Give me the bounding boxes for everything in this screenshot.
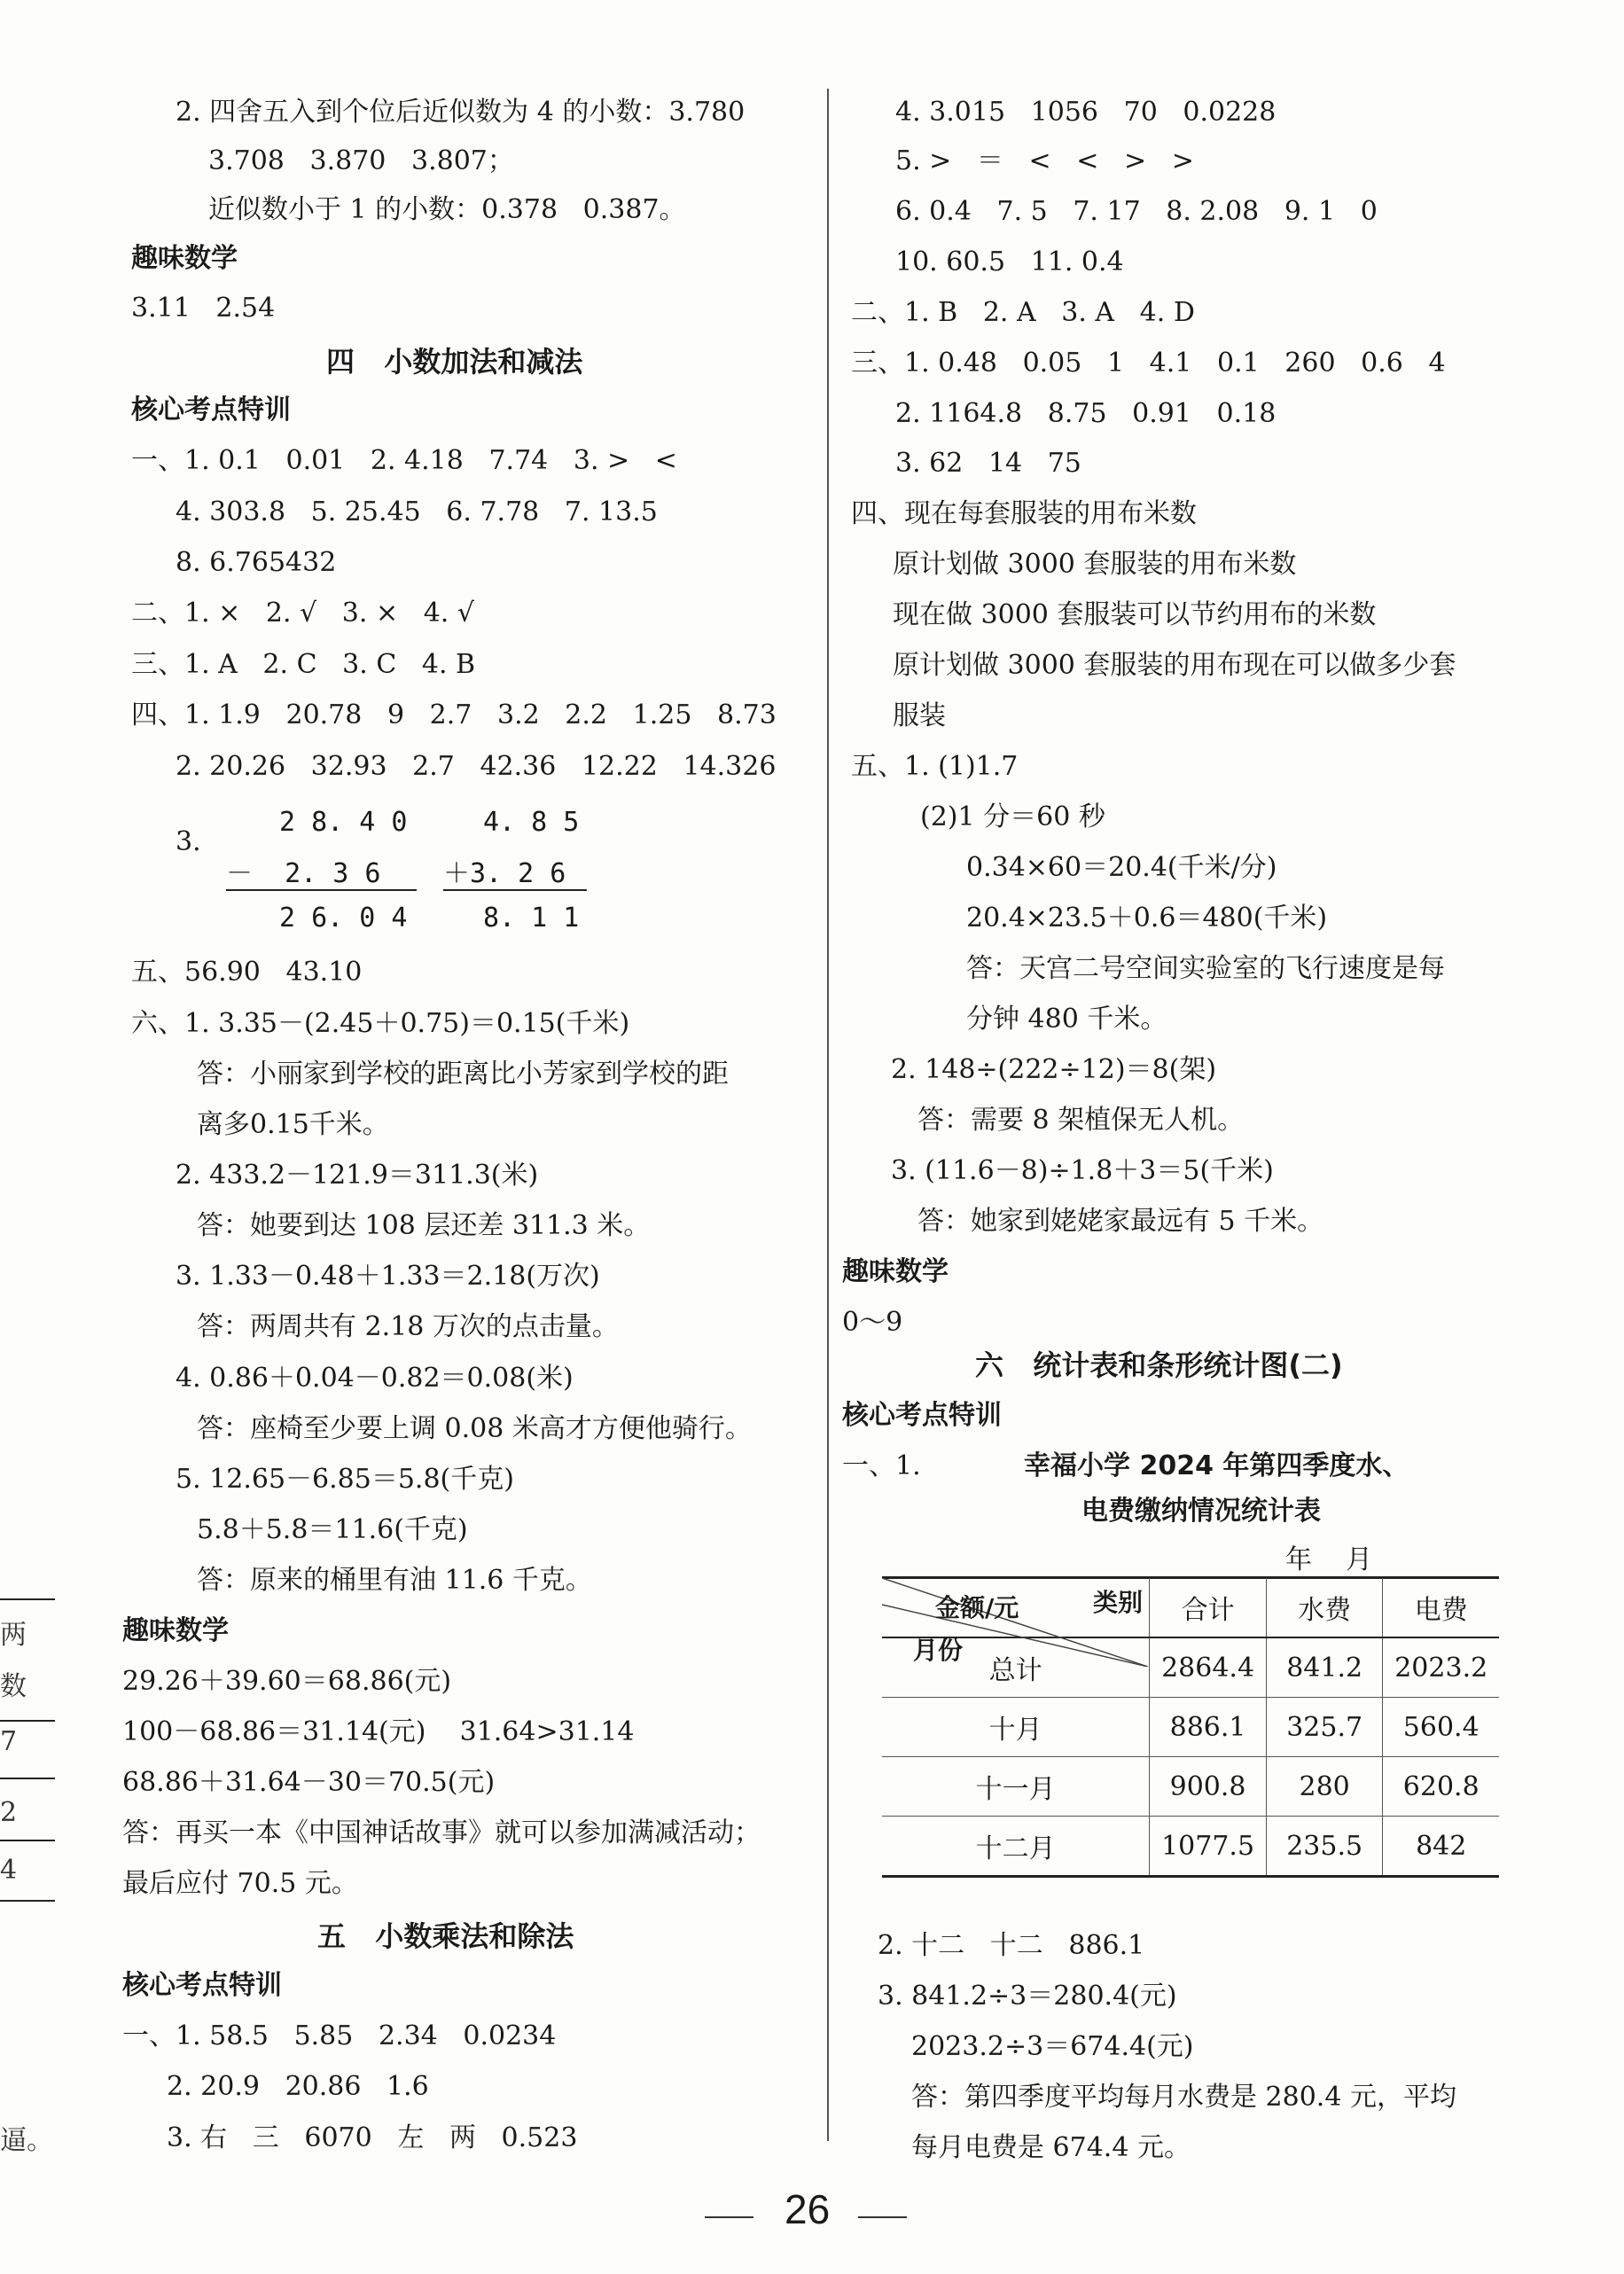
text-line: 答：需要 8 架植保无人机。 bbox=[917, 1105, 1245, 1136]
table-header-cell: 电费 bbox=[1383, 1578, 1499, 1637]
text-line: 三、1. 0.48 0.05 1 4.1 0.1 260 0.6 4 bbox=[851, 348, 1446, 379]
chapter-title: 四 小数加法和减法 bbox=[326, 345, 583, 379]
table-row bbox=[882, 1698, 1499, 1757]
table-cell: 总计 bbox=[882, 1637, 1150, 1698]
margin-fragment: 两 bbox=[0, 1620, 27, 1651]
corner-amount-label: 金额/元 bbox=[935, 1593, 1019, 1622]
result: 2 6. 0 4 bbox=[279, 903, 408, 934]
text-line: 答：原来的桶里有油 11.6 千克。 bbox=[197, 1565, 592, 1596]
fun-math-heading: 趣味数学 bbox=[131, 243, 238, 274]
text-line: 最后应付 70.5 元。 bbox=[122, 1868, 358, 1899]
table-header-cell: 合计 bbox=[1150, 1578, 1267, 1637]
text-line: 一、1. bbox=[842, 1450, 921, 1481]
text-line: 0.34×60＝20.4(千米/分) bbox=[966, 852, 1277, 883]
text-line: 3.11 2.54 bbox=[131, 293, 276, 324]
table-cell: 620.8 bbox=[1383, 1757, 1499, 1817]
margin-fragment: 4 bbox=[0, 1855, 18, 1886]
section-heading: 核心考点特训 bbox=[842, 1400, 1002, 1431]
text-line: 4. 0.86＋0.04－0.82＝0.08(米) bbox=[176, 1363, 574, 1394]
text-line: 一、1. 58.5 5.85 2.34 0.0234 bbox=[122, 2020, 557, 2051]
text-line: 四、现在每套服装的用布米数 bbox=[851, 498, 1197, 529]
text-line: 10. 60.5 11. 0.4 bbox=[895, 246, 1124, 277]
operand-bottom: － 2. 3 6 bbox=[226, 858, 381, 889]
text-line: 6. 0.4 7. 5 7. 17 8. 2.08 9. 1 0 bbox=[895, 196, 1378, 227]
table-cell: 560.4 bbox=[1383, 1698, 1499, 1757]
text-line: 2. 148÷(222÷12)＝8(架) bbox=[891, 1054, 1217, 1085]
page-dash-left bbox=[705, 2216, 753, 2218]
text-line: 5. 12.65－6.85＝5.8(千克) bbox=[176, 1464, 514, 1495]
text-line: 2. 20.26 32.93 2.7 42.36 12.22 14.326 bbox=[176, 751, 777, 782]
text-line: 现在做 3000 套服装可以节约用布的米数 bbox=[893, 599, 1377, 630]
text-line: 答：她家到姥姥家最远有 5 千米。 bbox=[917, 1206, 1324, 1237]
table-header-cell: 水费 bbox=[1266, 1578, 1383, 1637]
table-cell: 886.1 bbox=[1150, 1698, 1267, 1757]
operand-top: 2 8. 4 0 bbox=[279, 807, 408, 838]
text-line: 答：座椅至少要上调 0.08 米高才方便他骑行。 bbox=[197, 1413, 752, 1444]
text-line: 答：再买一本《中国神话故事》就可以参加满减活动； bbox=[122, 1817, 761, 1848]
text-line: 二、1. B 2. A 3. A 4. D bbox=[851, 297, 1195, 328]
fragment-rule bbox=[0, 1778, 55, 1779]
table-date: 年 月 bbox=[1285, 1544, 1373, 1575]
text-line: 服装 bbox=[893, 700, 946, 731]
column-divider bbox=[827, 89, 829, 2141]
section-heading: 核心考点特训 bbox=[131, 395, 291, 426]
page-number: 26 bbox=[785, 2186, 831, 2232]
table-cell: 十月 bbox=[882, 1698, 1150, 1757]
text-line: 二、1. × 2. √ 3. × 4. √ bbox=[131, 598, 474, 629]
text-line: 5.8＋5.8＝11.6(千克) bbox=[197, 1514, 468, 1545]
table-cell: 2023.2 bbox=[1383, 1637, 1499, 1698]
text-line: 2. 1164.8 8.75 0.91 0.18 bbox=[895, 398, 1277, 429]
text-line: 答：她要到达 108 层还差 311.3 米。 bbox=[197, 1210, 651, 1241]
fragment-rule bbox=[0, 1900, 55, 1902]
table-cell: 235.5 bbox=[1266, 1817, 1383, 1877]
text-line: 原计划做 3000 套服装的用布米数 bbox=[893, 549, 1297, 580]
operand-bottom: ＋3. 2 6 bbox=[443, 858, 566, 889]
result: 8. 1 1 bbox=[483, 903, 580, 934]
corner-month-label: 月份 bbox=[913, 1636, 964, 1665]
table-corner-cell bbox=[882, 1578, 1150, 1665]
divider-line bbox=[226, 889, 417, 891]
table-title: 幸福小学 2024 年第四季度水、 bbox=[1024, 1450, 1409, 1481]
text-line: 答：两周共有 2.18 万次的点击量。 bbox=[197, 1311, 619, 1342]
text-line: 5. > ＝ < < > > bbox=[895, 145, 1194, 176]
text-line: 3. 右 三 6070 左 两 0.523 bbox=[167, 2122, 578, 2153]
table-row bbox=[882, 1757, 1499, 1817]
margin-fragment: 数 bbox=[0, 1671, 27, 1702]
text-line: 答：小丽家到学校的距离比小芳家到学校的距 bbox=[197, 1059, 729, 1090]
table-cell: 1077.5 bbox=[1150, 1817, 1267, 1877]
text-line: 29.26＋39.60＝68.86(元) bbox=[122, 1666, 452, 1697]
section-heading: 核心考点特训 bbox=[122, 1970, 282, 2001]
text-line: 近似数小于 1 的小数：0.378 0.387。 bbox=[208, 194, 686, 225]
fragment-rule bbox=[0, 1598, 55, 1600]
text-line: 2023.2÷3＝674.4(元) bbox=[911, 2031, 1194, 2062]
chapter-title: 五 小数乘法和除法 bbox=[317, 1919, 574, 1953]
text-line: 五、56.90 43.10 bbox=[131, 957, 363, 988]
table-cell: 2864.4 bbox=[1150, 1637, 1267, 1698]
table-cell: 841.2 bbox=[1266, 1637, 1383, 1698]
text-line: 六、1. 3.35－(2.45＋0.75)＝0.15(千米) bbox=[131, 1008, 630, 1039]
text-line: 3. 841.2÷3＝280.4(元) bbox=[878, 1981, 1177, 2012]
table-cell: 900.8 bbox=[1150, 1757, 1267, 1817]
text-line: 3. (11.6－8)÷1.8＋3＝5(千米) bbox=[891, 1155, 1274, 1186]
text-line: 原计划做 3000 套服装的用布现在可以做多少套 bbox=[893, 650, 1456, 681]
text-line: 3. 62 14 75 bbox=[895, 448, 1081, 479]
text-line: 答：第四季度平均每月水费是 280.4 元，平均 bbox=[911, 2082, 1456, 2113]
text-line: 8. 6.765432 bbox=[176, 547, 337, 578]
fragment-rule bbox=[0, 1840, 55, 1841]
text-line: 2. 20.9 20.86 1.6 bbox=[167, 2071, 429, 2102]
text-line: 0～9 bbox=[842, 1307, 903, 1338]
text-line: 2. 十二 十二 886.1 bbox=[878, 1930, 1145, 1961]
text-line: 离多0.15千米。 bbox=[197, 1109, 389, 1140]
chapter-title: 六 统计表和条形统计图(二) bbox=[975, 1348, 1343, 1382]
text-line: 2. 433.2－121.9＝311.3(米) bbox=[176, 1160, 539, 1191]
margin-fragment: 2 bbox=[0, 1797, 18, 1828]
text-line: 四、1. 1.9 20.78 9 2.7 3.2 2.2 1.25 8.73 bbox=[131, 699, 777, 731]
fun-math-heading: 趣味数学 bbox=[122, 1615, 229, 1646]
text-line: 每月电费是 674.4 元。 bbox=[911, 2132, 1191, 2163]
text-line: 4. 303.8 5. 25.45 6. 7.78 7. 13.5 bbox=[176, 496, 658, 527]
fun-math-heading: 趣味数学 bbox=[842, 1256, 949, 1287]
text-line: 68.86＋31.64－30＝70.5(元) bbox=[122, 1767, 496, 1798]
text-line: 五、1. (1)1.7 bbox=[851, 751, 1019, 782]
table-cell: 842 bbox=[1383, 1817, 1499, 1877]
fragment-rule bbox=[0, 1720, 55, 1722]
corner-category-label: 类别 bbox=[1093, 1588, 1144, 1617]
table-row bbox=[882, 1817, 1499, 1877]
text-line: 4. 3.015 1056 70 0.0228 bbox=[895, 97, 1277, 128]
table-cell: 325.7 bbox=[1266, 1698, 1383, 1757]
text-line: 3. 1.33－0.48＋1.33＝2.18(万次) bbox=[176, 1261, 600, 1292]
text-line: (2)1 分＝60 秒 bbox=[920, 801, 1105, 832]
text-line: 3. bbox=[176, 826, 201, 857]
margin-fragment: 7 bbox=[0, 1726, 18, 1757]
text-line: 100－68.86＝31.14(元) 31.64>31.14 bbox=[122, 1716, 635, 1747]
margin-fragment: 逼。 bbox=[0, 2125, 53, 2156]
text-line: 2. 四舍五入到个位后近似数为 4 的小数：3.780 bbox=[176, 97, 746, 128]
operand-top: 4. 8 5 bbox=[483, 807, 580, 838]
table-cell: 十二月 bbox=[882, 1817, 1150, 1877]
table-cell: 十一月 bbox=[882, 1757, 1150, 1817]
statistics-table bbox=[882, 1578, 1499, 1878]
divider-line bbox=[443, 889, 587, 891]
text-line: 三、1. A 2. C 3. C 4. B bbox=[131, 649, 476, 680]
table-cell: 280 bbox=[1266, 1757, 1383, 1817]
text-line: 一、1. 0.1 0.01 2. 4.18 7.74 3. > < bbox=[131, 445, 677, 476]
text-line: 3.708 3.870 3.807； bbox=[208, 145, 514, 176]
page-dash-right bbox=[858, 2216, 907, 2218]
table-title: 电费缴纳情况统计表 bbox=[1081, 1496, 1321, 1527]
table-header-row bbox=[882, 1578, 1499, 1637]
text-line: 20.4×23.5＋0.6＝480(千米) bbox=[966, 903, 1328, 934]
text-line: 分钟 480 千米。 bbox=[966, 1004, 1167, 1035]
text-line: 答：天宫二号空间实验室的飞行速度是每 bbox=[966, 953, 1445, 984]
